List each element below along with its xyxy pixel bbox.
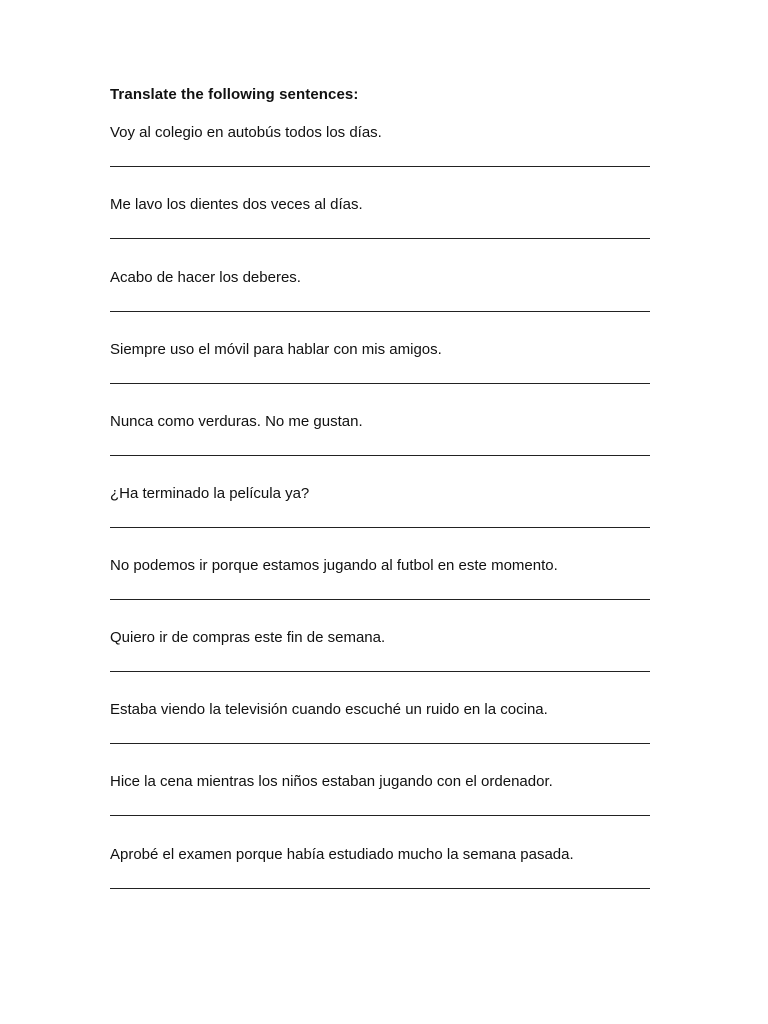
sentence-item xyxy=(110,269,650,329)
sentence-text: Hice la cena mientras los niños estaban jugando con el ordenador. xyxy=(110,773,553,790)
worksheet-title: Translate the following sentences: xyxy=(110,86,359,103)
sentence-item xyxy=(110,485,650,545)
sentence-text: Acabo de hacer los deberes. xyxy=(110,269,301,286)
answer-line[interactable] xyxy=(110,311,650,312)
answer-line[interactable] xyxy=(110,671,650,672)
sentence-text: Estaba viendo la televisión cuando escuché un ruido en la cocina. xyxy=(110,701,548,718)
sentence-item xyxy=(110,846,650,906)
sentence-text: Aprobé el examen porque había estudiado mucho la semana pasada. xyxy=(110,846,574,863)
answer-line[interactable] xyxy=(110,455,650,456)
sentence-item xyxy=(110,124,650,184)
sentence-item xyxy=(110,413,650,473)
sentence-text: No podemos ir porque estamos jugando al futbol en este momento. xyxy=(110,557,558,574)
answer-line[interactable] xyxy=(110,743,650,744)
sentence-item xyxy=(110,557,650,617)
answer-line[interactable] xyxy=(110,238,650,239)
answer-line[interactable] xyxy=(110,527,650,528)
answer-line[interactable] xyxy=(110,599,650,600)
sentence-text: Me lavo los dientes dos veces al días. xyxy=(110,196,363,213)
sentence-text: ¿Ha terminado la película ya? xyxy=(110,485,310,502)
answer-line[interactable] xyxy=(110,166,650,167)
sentence-item xyxy=(110,773,650,833)
sentence-text: Voy al colegio en autobús todos los días. xyxy=(110,124,382,141)
answer-line[interactable] xyxy=(110,888,650,889)
sentence-text: Quiero ir de compras este fin de semana. xyxy=(110,629,386,646)
sentence-item xyxy=(110,341,650,401)
sentence-item xyxy=(110,629,650,689)
sentence-item xyxy=(110,196,650,256)
sentence-item xyxy=(110,701,650,761)
answer-line[interactable] xyxy=(110,815,650,816)
answer-line[interactable] xyxy=(110,383,650,384)
sentence-text: Siempre uso el móvil para hablar con mis amigos. xyxy=(110,341,442,358)
sentence-text: Nunca como verduras. No me gustan. xyxy=(110,413,363,430)
